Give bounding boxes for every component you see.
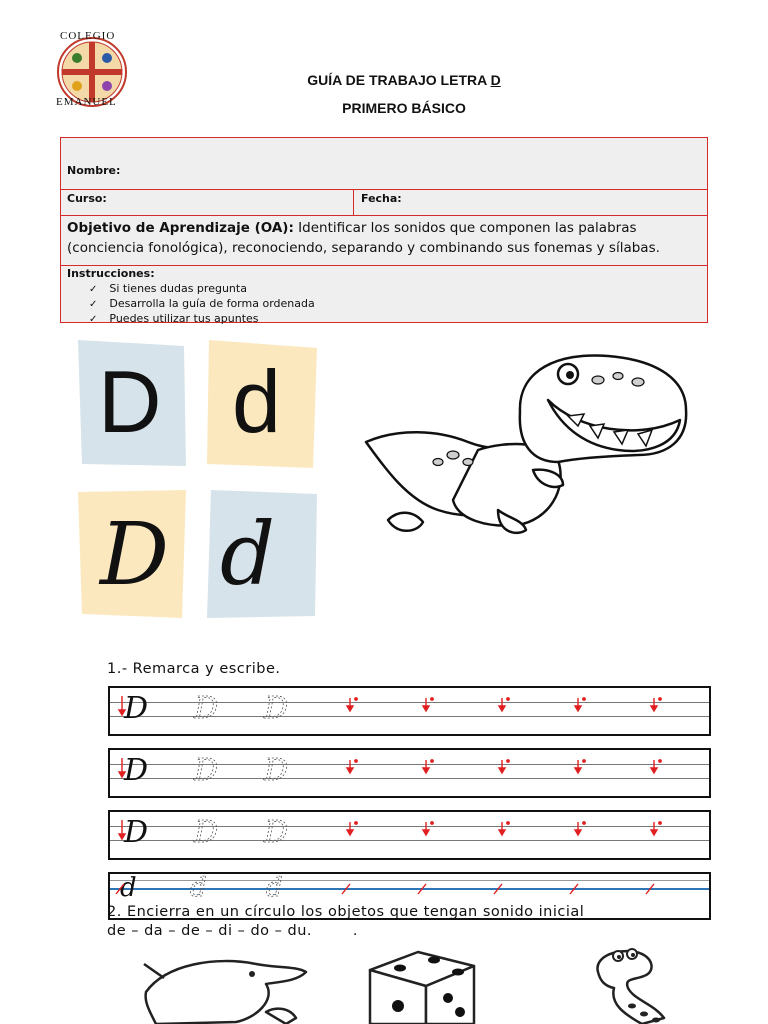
- svg-text:D: D: [264, 753, 289, 788]
- dinosaur-illustration: [358, 350, 692, 550]
- exercise-2-instruction-line-1: 2. Encierra en un círculo los objetos que tengan sonido inicial: [107, 904, 585, 920]
- list-item: ✓ Puedes utilizar tus apuntes: [89, 312, 315, 327]
- exercise-1-instruction: 1.- Remarca y escribe.: [107, 661, 281, 677]
- fecha-label: Fecha:: [361, 192, 402, 205]
- svg-text:d: d: [190, 874, 207, 903]
- writing-line-3: [108, 810, 711, 860]
- nombre-row: [61, 138, 707, 190]
- logo-text-top: COLEGIO: [60, 30, 116, 42]
- nombre-label: Nombre:: [67, 164, 121, 177]
- letter-lower-print: d: [232, 352, 281, 451]
- curso-fecha-row: [61, 190, 707, 216]
- letter-upper-cursive: D: [100, 505, 169, 605]
- svg-text:D: D: [194, 753, 219, 788]
- dolphin-illustration: [136, 952, 312, 1024]
- svg-text:D: D: [194, 691, 219, 726]
- title-letter: D: [490, 72, 501, 88]
- list-item: ✓ Si tienes dudas pregunta: [89, 282, 315, 297]
- dice-illustration: [364, 946, 480, 1024]
- student-info-table: [60, 137, 708, 323]
- svg-text:D: D: [194, 815, 219, 850]
- svg-text:D: D: [264, 815, 289, 850]
- svg-text:D: D: [264, 691, 289, 726]
- letter-upper-print: D: [98, 352, 162, 451]
- writing-line-1: [108, 686, 711, 736]
- oa-row: [61, 216, 707, 266]
- column-divider: [353, 190, 354, 216]
- list-item: ✓ Desarrolla la guía de forma ordenada: [89, 297, 315, 312]
- page-title: GUÍA DE TRABAJO LETRA D: [307, 72, 501, 88]
- svg-text:D: D: [124, 691, 149, 726]
- oa-text: Objetivo de Aprendizaje (OA): Identificar los sonidos que componen las palabras (conciencia fonológica), reconociendo, separando y combinando sus fonemas y sílabas.: [67, 220, 660, 256]
- instrucciones-list: [89, 282, 315, 327]
- tracing-guides: [110, 874, 710, 904]
- svg-text:D: D: [124, 815, 149, 850]
- instrucciones-label: Instrucciones:: [67, 267, 155, 280]
- writing-line-2: [108, 748, 711, 798]
- exercise-2-instruction-line-2: de – da – de – di – do – du. .: [107, 923, 358, 939]
- instrucciones-row: [61, 266, 707, 325]
- svg-text:d: d: [266, 874, 283, 903]
- svg-text:d: d: [120, 874, 137, 903]
- letter-lower-cursive: d: [220, 505, 276, 605]
- tracing-guides: [110, 750, 710, 796]
- tracing-guides: [110, 812, 710, 858]
- svg-text:D: D: [124, 753, 149, 788]
- tracing-guides: [110, 688, 710, 734]
- page-subtitle: PRIMERO BÁSICO: [342, 100, 466, 116]
- snake-illustration: [584, 944, 688, 1024]
- curso-label: Curso:: [67, 192, 107, 205]
- logo-text-bottom: EMANUEL: [56, 96, 117, 108]
